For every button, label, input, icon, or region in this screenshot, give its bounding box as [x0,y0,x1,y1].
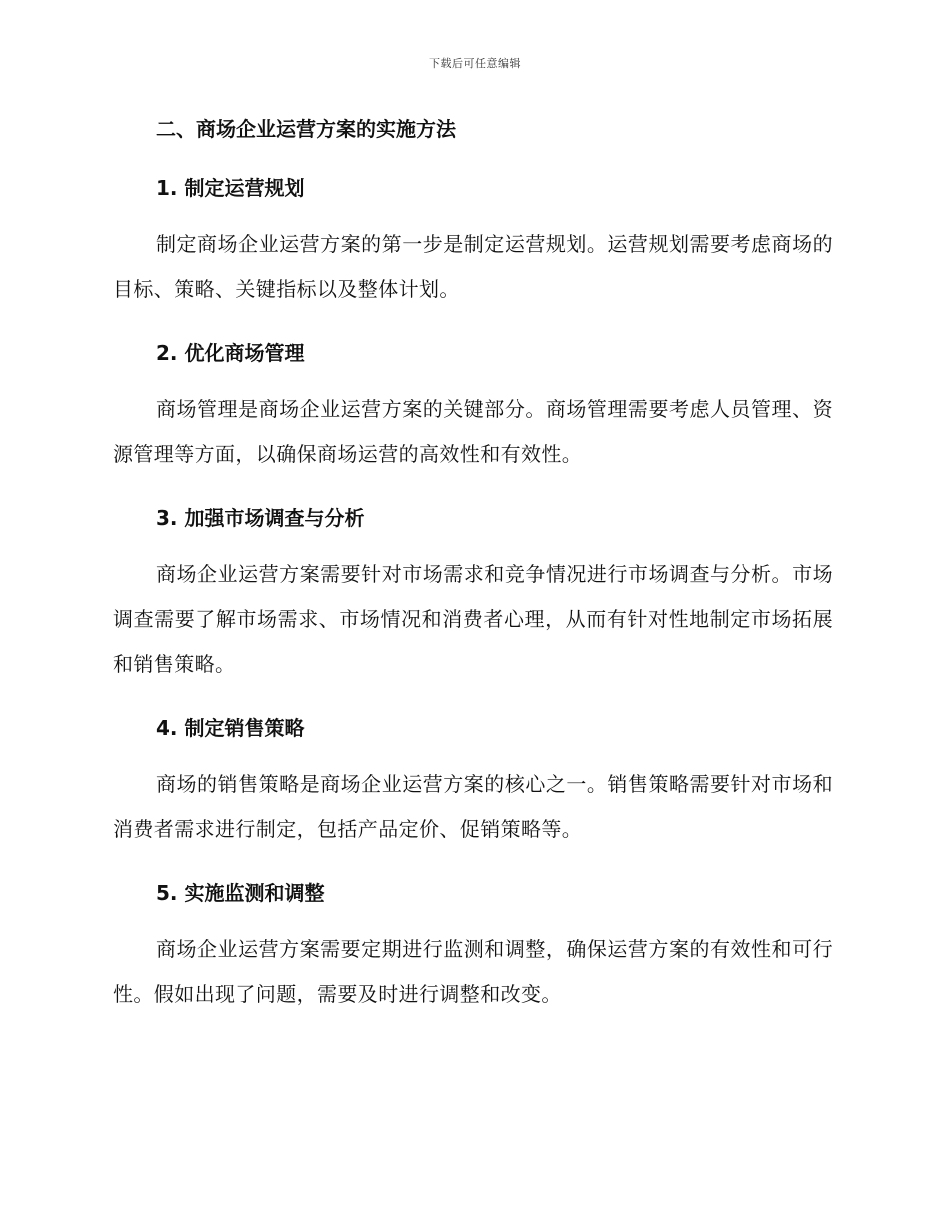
subsection-heading-4: 4. 制定销售策略 [156,716,305,740]
subsection-heading-5: 5. 实施监测和调整 [156,881,325,905]
subsection-heading-1: 1. 制定运营规划 [156,176,305,200]
section-title: 二、商场企业运营方案的实施方法 [156,117,456,141]
subsection-paragraph-4: 商场的销售策略是商场企业运营方案的核心之一。销售策略需要针对市场和消费者需求进行制定，包括产品定价、促销策略等。 [113,772,833,841]
subsection-paragraph-1: 制定商场企业运营方案的第一步是制定运营规划。运营规划需要考虑商场的目标、策略、关键指标以及整体计划。 [113,232,833,301]
subsection-heading-2: 2. 优化商场管理 [156,341,305,365]
subsection-heading-3: 3. 加强市场调查与分析 [156,506,365,530]
page-header-note: 下载后可任意编辑 [429,57,521,70]
document-body [113,112,833,1017]
subsection-paragraph-5: 商场企业运营方案需要定期进行监测和调整，确保运营方案的有效性和可行性。假如出现了问题，需要及时进行调整和改变。 [113,937,833,1006]
subsection-paragraph-2: 商场管理是商场企业运营方案的关键部分。商场管理需要考虑人员管理、资源管理等方面，以确保商场运营的高效性和有效性。 [113,397,833,466]
subsection-paragraph-3: 商场企业运营方案需要针对市场需求和竞争情况进行市场调查与分析。市场调查需要了解市场需求、市场情况和消费者心理，从而有针对性地制定市场拓展和销售策略。 [113,562,833,676]
